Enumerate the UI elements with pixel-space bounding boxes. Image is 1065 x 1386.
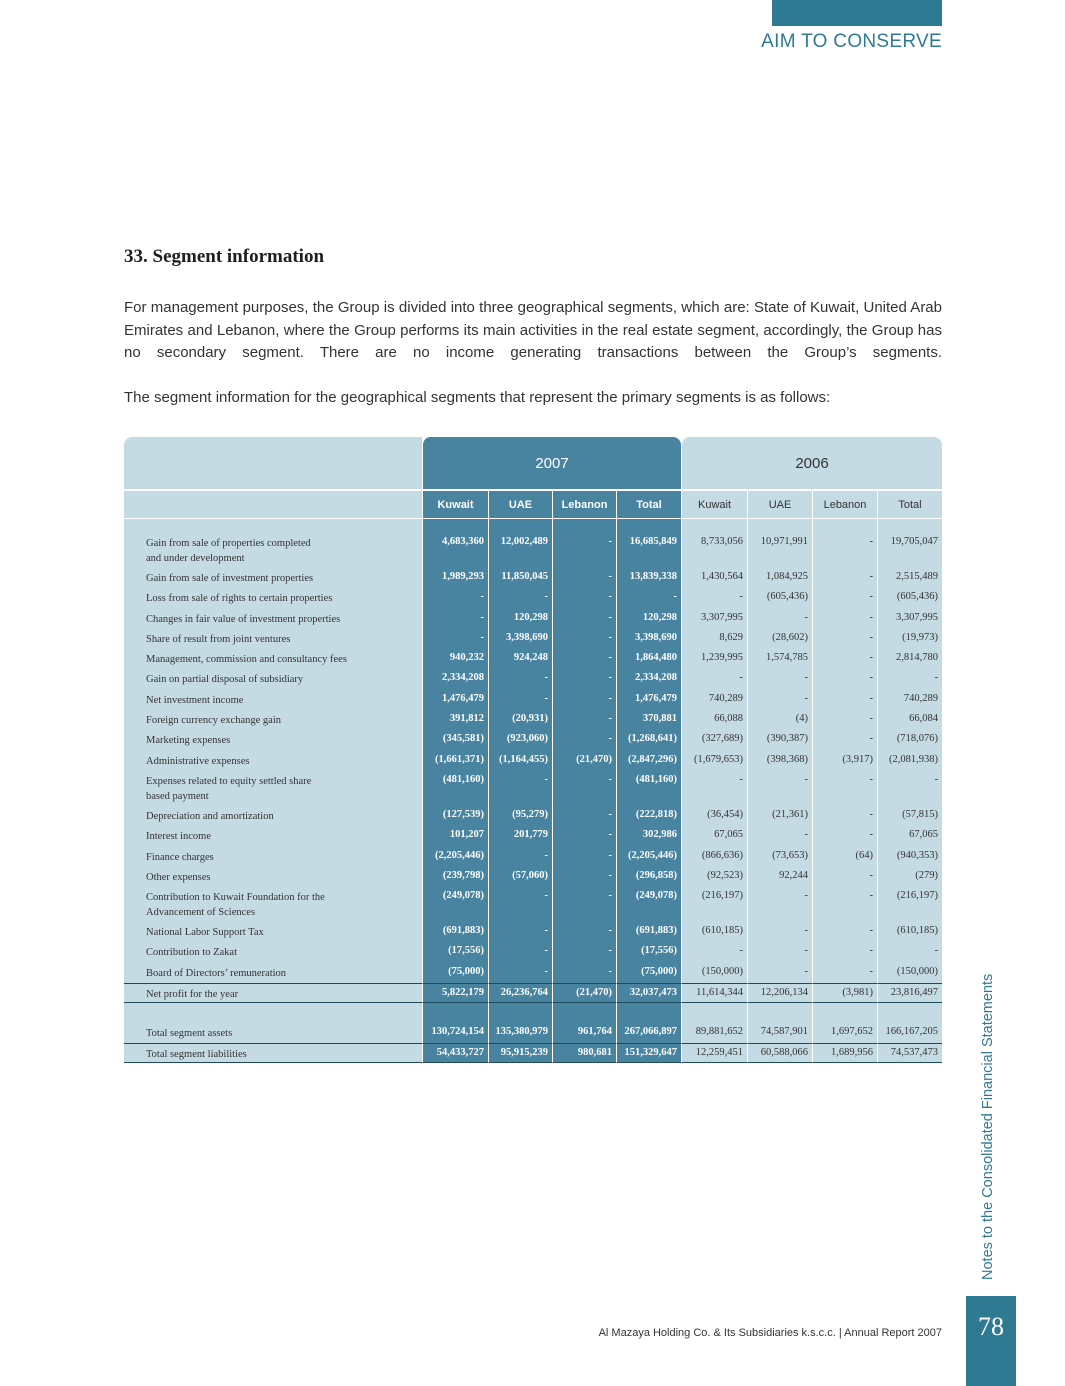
cell-2006: (610,185) [681, 922, 747, 942]
cell-2006: - [812, 963, 877, 983]
cell-2006: 166,167,205 [877, 1023, 942, 1043]
col-2007-uae: UAE [488, 491, 552, 519]
cell-2006: - [812, 942, 877, 962]
col-2006-lebanon: Lebanon [812, 491, 877, 519]
cell-2006: - [812, 887, 877, 922]
cell-2007: (57,060) [488, 867, 552, 887]
cell-2007: (249,078) [616, 887, 681, 922]
cell-2007: (222,818) [616, 806, 681, 826]
cell-2007: - [488, 669, 552, 689]
table-row [124, 922, 942, 942]
cell-2006: - [812, 867, 877, 887]
cell-2006: - [747, 771, 812, 806]
table-row [124, 942, 942, 962]
cell-2007: 1,864,480 [616, 649, 681, 669]
table-row [124, 847, 942, 867]
col-2006-total: Total [877, 491, 942, 519]
row-label: Gain on partial disposal of subsidiary [124, 669, 422, 689]
col-2007-total: Total [616, 491, 681, 519]
table-row [124, 751, 942, 771]
cell-2007: 267,066,897 [616, 1023, 681, 1043]
cell-2007: 32,037,473 [616, 983, 681, 1003]
cell-2006: (57,815) [877, 806, 942, 826]
cell-2007: - [488, 771, 552, 806]
cell-2007: - [552, 847, 616, 867]
cell-2007: - [552, 690, 616, 710]
year-header-2006: 2006 [681, 437, 942, 489]
row-label: Total segment liabilities [124, 1043, 422, 1063]
cell-2007: (2,205,446) [422, 847, 488, 867]
page-number: 78 [966, 1296, 1016, 1386]
row-label: Net investment income [124, 690, 422, 710]
table-row [124, 730, 942, 750]
row-label: Share of result from joint ventures [124, 629, 422, 649]
table-row [124, 629, 942, 649]
cell-2007: - [552, 730, 616, 750]
cell-2007: 391,812 [422, 710, 488, 730]
section-title: 33. Segment information [124, 246, 325, 267]
cell-2006: - [812, 588, 877, 608]
row-label: Gain from sale of properties completed and under development [124, 533, 422, 568]
cell-2007: 54,433,727 [422, 1043, 488, 1063]
cell-2006: 60,588,066 [747, 1043, 812, 1063]
cell-2007: (21,470) [552, 751, 616, 771]
cell-2006: - [877, 669, 942, 689]
cell-2006: (610,185) [877, 922, 942, 942]
cell-2006: (2,081,938) [877, 751, 942, 771]
cell-2007: 2,334,208 [616, 669, 681, 689]
footer-text: Al Mazaya Holding Co. & Its Subsidiaries k.s.c.c. | Annual Report 2007 [598, 1327, 942, 1339]
table-row [124, 887, 942, 922]
table-row [124, 588, 942, 608]
cell-2006: 74,537,473 [877, 1043, 942, 1063]
cell-2007: - [552, 942, 616, 962]
table-row [124, 609, 942, 629]
cell-2007: - [552, 887, 616, 922]
table-row [124, 533, 942, 568]
cell-2007: - [552, 629, 616, 649]
table-row [124, 867, 942, 887]
segment-table-wrapper [124, 437, 942, 1063]
row-label: Net profit for the year [124, 983, 422, 1003]
cell-2007: (17,556) [422, 942, 488, 962]
cell-2007: (481,160) [422, 771, 488, 806]
cell-2006: 1,430,564 [681, 568, 747, 588]
cell-2007: 12,002,489 [488, 533, 552, 568]
table-row [124, 710, 942, 730]
row-label: Interest income [124, 826, 422, 846]
cell-2006: (73,653) [747, 847, 812, 867]
cell-2006: - [812, 609, 877, 629]
table-row [124, 963, 942, 983]
cell-2007: (20,931) [488, 710, 552, 730]
cell-2006: (3,917) [812, 751, 877, 771]
cell-2007: (239,798) [422, 867, 488, 887]
cell-2007: (1,661,371) [422, 751, 488, 771]
cell-2006: 74,587,901 [747, 1023, 812, 1043]
cell-2006: - [812, 710, 877, 730]
cell-2006: (19,973) [877, 629, 942, 649]
cell-2007: - [552, 588, 616, 608]
cell-2007: - [552, 568, 616, 588]
cell-2007: 370,881 [616, 710, 681, 730]
cell-2006: - [747, 922, 812, 942]
table-row [124, 690, 942, 710]
cell-2007: - [552, 963, 616, 983]
cell-2006: - [877, 942, 942, 962]
total-liabilities-row [124, 1043, 942, 1063]
cell-2007: 26,236,764 [488, 983, 552, 1003]
cell-2007: - [422, 629, 488, 649]
cell-2006: 1,689,956 [812, 1043, 877, 1063]
cell-2006: - [747, 609, 812, 629]
cell-2007: (481,160) [616, 771, 681, 806]
cell-2006: (216,197) [681, 887, 747, 922]
cell-2006: 66,088 [681, 710, 747, 730]
cell-2007: (296,858) [616, 867, 681, 887]
cell-2006: 8,733,056 [681, 533, 747, 568]
cell-2006: - [812, 806, 877, 826]
cell-2007: - [552, 922, 616, 942]
cell-2006: 10,971,991 [747, 533, 812, 568]
cell-2007: (923,060) [488, 730, 552, 750]
cell-2006: - [812, 730, 877, 750]
cell-2006: (150,000) [681, 963, 747, 983]
cell-2006: (64) [812, 847, 877, 867]
cell-2006: (28,602) [747, 629, 812, 649]
cell-2007: - [422, 588, 488, 608]
table-row [124, 568, 942, 588]
cell-2006: (940,353) [877, 847, 942, 867]
cell-2006: 67,065 [681, 826, 747, 846]
row-label: Foreign currency exchange gain [124, 710, 422, 730]
cell-2006: - [812, 568, 877, 588]
cell-2006: - [877, 771, 942, 806]
cell-2006: 3,307,995 [877, 609, 942, 629]
cell-2007: 95,915,239 [488, 1043, 552, 1063]
cell-2006: - [812, 771, 877, 806]
cell-2007: (691,883) [422, 922, 488, 942]
cell-2007: - [552, 806, 616, 826]
cell-2007: (95,279) [488, 806, 552, 826]
table-header-blank [124, 437, 422, 489]
row-label: Other expenses [124, 867, 422, 887]
cell-2006: (605,436) [877, 588, 942, 608]
cell-2006: (150,000) [877, 963, 942, 983]
cell-2006: 1,084,925 [747, 568, 812, 588]
row-label: Total segment assets [124, 1023, 422, 1043]
cell-2006: - [747, 690, 812, 710]
cell-2007: (691,883) [616, 922, 681, 942]
cell-2007: (75,000) [422, 963, 488, 983]
cell-2007: 120,298 [488, 609, 552, 629]
table-row [124, 669, 942, 689]
cell-2006: - [812, 649, 877, 669]
cell-2006: 2,814,780 [877, 649, 942, 669]
cell-2006: - [747, 826, 812, 846]
cell-2006: - [812, 922, 877, 942]
cell-2006: 1,697,652 [812, 1023, 877, 1043]
cell-2006: - [681, 771, 747, 806]
cell-2007: (1,268,641) [616, 730, 681, 750]
row-label: Management, commission and consultancy fees [124, 649, 422, 669]
cell-2006: - [747, 669, 812, 689]
cell-2006: - [812, 669, 877, 689]
cell-2007: - [488, 963, 552, 983]
cell-2006: 89,881,652 [681, 1023, 747, 1043]
cell-2007: (2,205,446) [616, 847, 681, 867]
cell-2006: (866,636) [681, 847, 747, 867]
row-label: National Labor Support Tax [124, 922, 422, 942]
cell-2007: 924,248 [488, 649, 552, 669]
cell-2007: 120,298 [616, 609, 681, 629]
row-label: Finance charges [124, 847, 422, 867]
cell-2007: 4,683,360 [422, 533, 488, 568]
segment-table [124, 437, 942, 1063]
cell-2007: (127,539) [422, 806, 488, 826]
cell-2006: (605,436) [747, 588, 812, 608]
cell-2007: 940,232 [422, 649, 488, 669]
cell-2007: - [616, 588, 681, 608]
cell-2007: - [552, 826, 616, 846]
cell-2007: 13,839,338 [616, 568, 681, 588]
cell-2006: - [812, 690, 877, 710]
col-2007-kuwait: Kuwait [422, 491, 488, 519]
cell-2007: 961,764 [552, 1023, 616, 1043]
net-profit-row [124, 983, 942, 1003]
cell-2007: - [552, 609, 616, 629]
cell-2007: - [552, 771, 616, 806]
cell-2006: (3,981) [812, 983, 877, 1003]
cell-2007: - [552, 669, 616, 689]
cell-2007: (249,078) [422, 887, 488, 922]
cell-2007: 1,989,293 [422, 568, 488, 588]
total-assets-row [124, 1023, 942, 1043]
cell-2006: (21,361) [747, 806, 812, 826]
cell-2006: (390,387) [747, 730, 812, 750]
cell-2006: - [747, 942, 812, 962]
row-label: Changes in fair value of investment properties [124, 609, 422, 629]
cell-2007: 5,822,179 [422, 983, 488, 1003]
cell-2007: (2,847,296) [616, 751, 681, 771]
cell-2007: 135,380,979 [488, 1023, 552, 1043]
col-2006-uae: UAE [747, 491, 812, 519]
cell-2006: 23,816,497 [877, 983, 942, 1003]
cell-2007: - [552, 649, 616, 669]
cell-2007: - [488, 942, 552, 962]
cell-2007: - [488, 887, 552, 922]
cell-2007: (21,470) [552, 983, 616, 1003]
column-header-blank [124, 491, 422, 519]
cell-2007: 1,476,479 [422, 690, 488, 710]
cell-2006: (216,197) [877, 887, 942, 922]
header-accent-bar [772, 0, 942, 26]
cell-2006: (279) [877, 867, 942, 887]
cell-2007: - [488, 588, 552, 608]
cell-2006: 8,629 [681, 629, 747, 649]
cell-2006: 12,206,134 [747, 983, 812, 1003]
cell-2006: - [747, 887, 812, 922]
cell-2006: 19,705,047 [877, 533, 942, 568]
cell-2006: 12,259,451 [681, 1043, 747, 1063]
cell-2006: 11,614,344 [681, 983, 747, 1003]
cell-2007: (1,164,455) [488, 751, 552, 771]
side-section-label: Notes to the Consolidated Financial Statements [980, 973, 996, 1280]
cell-2006: (36,454) [681, 806, 747, 826]
cell-2007: - [552, 867, 616, 887]
cell-2006: (92,523) [681, 867, 747, 887]
cell-2006: - [681, 669, 747, 689]
cell-2007: 151,329,647 [616, 1043, 681, 1063]
cell-2006: 66,084 [877, 710, 942, 730]
cell-2006: 740,289 [877, 690, 942, 710]
cell-2007: 1,476,479 [616, 690, 681, 710]
col-2006-kuwait: Kuwait [681, 491, 747, 519]
cell-2006: 3,307,995 [681, 609, 747, 629]
header-title: AIM TO CONSERVE [761, 31, 942, 52]
cell-2006: 1,574,785 [747, 649, 812, 669]
table-row [124, 806, 942, 826]
table-row [124, 649, 942, 669]
cell-2006: 1,239,995 [681, 649, 747, 669]
cell-2007: (345,581) [422, 730, 488, 750]
table-row [124, 826, 942, 846]
row-label: Loss from sale of rights to certain properties [124, 588, 422, 608]
cell-2006: 92,244 [747, 867, 812, 887]
cell-2006: - [812, 629, 877, 649]
row-label: Contribution to Kuwait Foundation for the Advancement of Sciences [124, 887, 422, 922]
cell-2007: (75,000) [616, 963, 681, 983]
cell-2007: - [488, 922, 552, 942]
cell-2007: 980,681 [552, 1043, 616, 1063]
row-label: Administrative expenses [124, 751, 422, 771]
cell-2006: 67,065 [877, 826, 942, 846]
row-label: Contribution to Zakat [124, 942, 422, 962]
cell-2007: 130,724,154 [422, 1023, 488, 1043]
cell-2006: - [812, 533, 877, 568]
table-row [124, 771, 942, 806]
cell-2007: 302,986 [616, 826, 681, 846]
cell-2007: 3,398,690 [488, 629, 552, 649]
cell-2007: - [488, 690, 552, 710]
cell-2007: (17,556) [616, 942, 681, 962]
intro-paragraph: For management purposes, the Group is divided into three geographical segments, which are: State of Kuwait, United Arab Emirates and Lebanon, where the Group performs its main activities in the real estate segment, accordingly, the Group has no secondary segment. There are no income generating transactions between the Group’s segments. [124, 299, 942, 361]
cell-2007: 101,207 [422, 826, 488, 846]
cell-2006: 740,289 [681, 690, 747, 710]
row-label: Marketing expenses [124, 730, 422, 750]
table-intro-paragraph: The segment information for the geographical segments that represent the primary segments is as follows: [124, 389, 831, 406]
cell-2007: - [488, 847, 552, 867]
cell-2006: - [681, 588, 747, 608]
cell-2006: (327,689) [681, 730, 747, 750]
row-label: Gain from sale of investment properties [124, 568, 422, 588]
cell-2006: 2,515,489 [877, 568, 942, 588]
cell-2007: 2,334,208 [422, 669, 488, 689]
row-label: Depreciation and amortization [124, 806, 422, 826]
cell-2006: (718,076) [877, 730, 942, 750]
cell-2007: 201,779 [488, 826, 552, 846]
row-label: Expenses related to equity settled share based payment [124, 771, 422, 806]
cell-2007: 16,685,849 [616, 533, 681, 568]
cell-2007: - [552, 710, 616, 730]
cell-2006: (398,368) [747, 751, 812, 771]
col-2007-lebanon: Lebanon [552, 491, 616, 519]
cell-2006: - [681, 942, 747, 962]
cell-2006: - [747, 963, 812, 983]
row-label: Board of Directors’ remuneration [124, 963, 422, 983]
cell-2007: 11,850,045 [488, 568, 552, 588]
cell-2007: - [552, 533, 616, 568]
year-header-2007: 2007 [422, 437, 681, 489]
cell-2007: - [422, 609, 488, 629]
cell-2007: 3,398,690 [616, 629, 681, 649]
cell-2006: (4) [747, 710, 812, 730]
cell-2006: (1,679,653) [681, 751, 747, 771]
cell-2006: - [812, 826, 877, 846]
